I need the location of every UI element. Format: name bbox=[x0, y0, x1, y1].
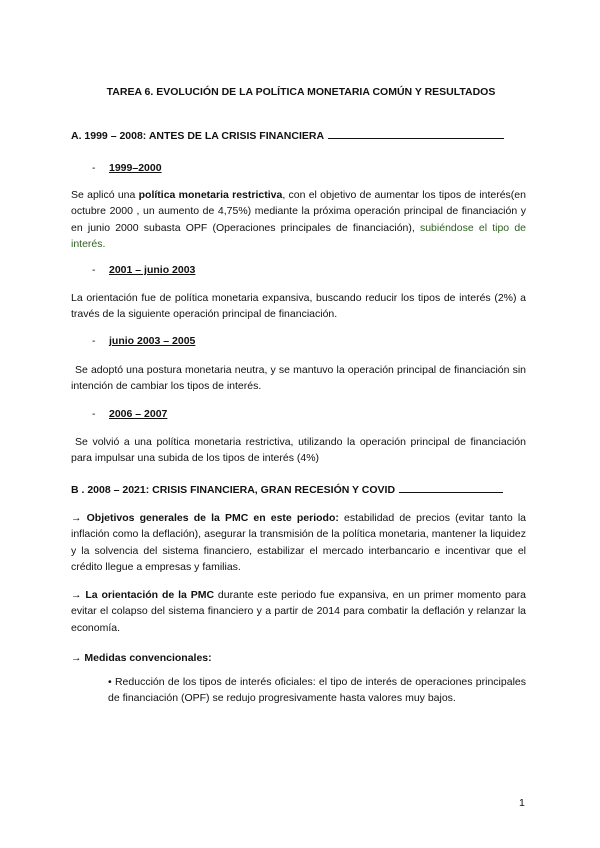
paragraph-text: , con el objetivo de aumentar los tipos de interés(en octubre 2000 , un aumento de 4,75%) mediante la próxima operación principal de financiación y en junio 2000 subasta OPF (Operaciones principales de financiación), bbox=[71, 189, 526, 234]
medidas-heading: → Medidas convencionales: bbox=[71, 652, 212, 664]
section-b-heading-text: B . 2008 – 2021: CRISIS FINANCIERA, GRAN RECESIÓN Y COVID bbox=[71, 484, 396, 496]
paragraph-highlight: subiéndose el tipo de interés. bbox=[71, 221, 526, 251]
page-title: TAREA 6. EVOLUCIÓN DE LA POLÍTICA MONETARIA COMÚN Y RESULTADOS bbox=[106, 86, 496, 98]
paragraph-bold: → Objetivos generales de la PMC en este periodo: bbox=[71, 512, 339, 524]
period-label: 2006 – 2007 bbox=[109, 408, 168, 420]
period-label: 1999–2000 bbox=[109, 162, 162, 174]
period-label: 2001 – junio 2003 bbox=[109, 264, 196, 276]
section-b-heading bbox=[71, 484, 503, 496]
page-number: 1 bbox=[519, 797, 525, 809]
paragraph-text: durante este periodo fue expansiva, en un primer momento para evitar el colapso del sistema financiero y a partir de 2014 para combatir la deflación y relanzar la economía. bbox=[71, 589, 526, 634]
period-heading-2001 bbox=[92, 264, 195, 276]
paragraph-2006: Se volvió a una política monetaria restrictiva, utilizando la operación principal de financiación para impulsar una subida de los tipos de interés (4%) bbox=[71, 436, 526, 465]
list-item: • Reducción de los tipos de interés oficiales: el tipo de interés de operaciones principales de financiación (OPF) se redujo progresivamente hasta valores muy bajos. bbox=[108, 676, 526, 705]
paragraph-2001: La orientación fue de política monetaria expansiva, buscando reducir los tipos de interés (2%) a través de la siguiente operación principal de financiación. bbox=[71, 292, 526, 321]
period-heading-1999 bbox=[92, 162, 162, 174]
paragraph-text: Se aplicó una bbox=[71, 189, 139, 201]
paragraph-bold: → La orientación de la PMC bbox=[71, 589, 215, 601]
period-label: junio 2003 – 2005 bbox=[109, 335, 196, 347]
paragraph-text: estabilidad de precios (evitar tanto la inflación como la deflación), asegurar la transmisión de la política monetaria, mantener la liquidez y la solvencia del sistema financiero, estabilizar el mercado interbancario e incentivar que el crédito llegue a empresas y familias. bbox=[71, 512, 526, 574]
dash: - bbox=[92, 162, 96, 174]
dash: - bbox=[92, 335, 96, 347]
heading-rule bbox=[399, 491, 503, 493]
paragraph-objetivos bbox=[71, 510, 526, 576]
paragraph-orientacion bbox=[71, 587, 526, 636]
dash: - bbox=[92, 264, 96, 276]
section-a-heading-text: A. 1999 – 2008: ANTES DE LA CRISIS FINANCIERA bbox=[71, 130, 325, 142]
section-a-heading bbox=[71, 130, 504, 142]
paragraph-1999 bbox=[71, 187, 526, 253]
paragraph-bold: política monetaria restrictiva bbox=[138, 189, 283, 201]
period-heading-2003 bbox=[92, 335, 195, 347]
period-heading-2006 bbox=[92, 408, 167, 420]
heading-rule bbox=[328, 137, 504, 139]
dash: - bbox=[92, 408, 96, 420]
paragraph-2003: Se adoptó una postura monetaria neutra, y se mantuvo la operación principal de financiación sin intención de cambiar los tipos de interés. bbox=[71, 364, 526, 393]
